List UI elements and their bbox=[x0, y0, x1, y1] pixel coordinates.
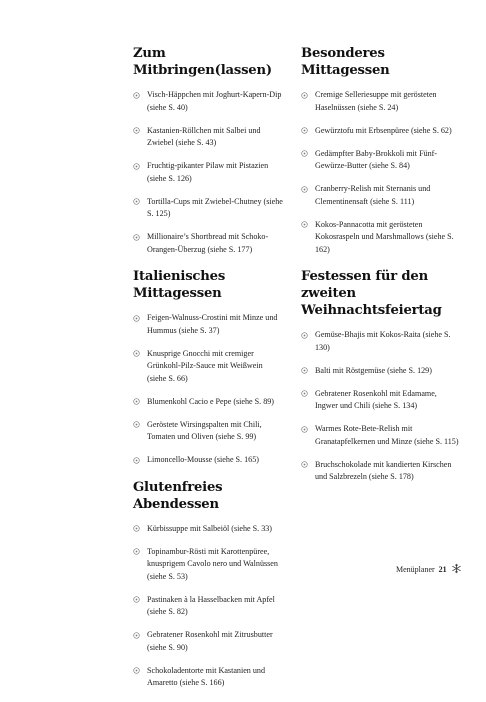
menu-item-text: Gewürztofu mit Erbsenpüree (siehe S. 62) bbox=[315, 125, 452, 135]
menu-list bbox=[133, 89, 283, 256]
section-title: Festessen für den zweiten Weihnachtsfeiertag bbox=[301, 269, 442, 318]
left-column bbox=[133, 45, 283, 702]
bullet-icon bbox=[301, 332, 308, 339]
bullet-icon bbox=[133, 315, 140, 322]
right-column bbox=[301, 45, 461, 496]
menu-item-text: Kastanien-Röllchen mit Salbei und Zwiebel (siehe S. 43) bbox=[147, 125, 261, 147]
menu-item bbox=[301, 365, 461, 378]
menu-item bbox=[133, 454, 283, 467]
menu-item-text: Kokos-Pannacotta mit gerösteten Kokosraspeln und Marshmallows (siehe S. 162) bbox=[315, 219, 454, 254]
menu-item-text: Visch-Häppchen mit Joghurt-Kapern-Dip (siehe S. 40) bbox=[147, 90, 282, 112]
bullet-icon bbox=[133, 632, 140, 639]
menu-item-text: Kürbissuppe mit Salbeiöl (siehe S. 33) bbox=[147, 523, 272, 533]
menu-item bbox=[133, 665, 283, 690]
menu-item bbox=[133, 231, 283, 256]
bullet-icon bbox=[301, 390, 308, 397]
menu-item bbox=[133, 629, 283, 654]
bullet-icon bbox=[301, 461, 308, 468]
bullet-icon bbox=[133, 92, 140, 99]
menu-list bbox=[133, 312, 283, 467]
menu-section bbox=[133, 45, 283, 256]
menu-item-text: Gemüse-Bhajis mit Kokos-Raita (siehe S. 130) bbox=[315, 330, 451, 352]
bullet-icon bbox=[301, 186, 308, 193]
page-footer bbox=[396, 563, 462, 576]
menu-item bbox=[133, 419, 283, 444]
menu-item bbox=[133, 125, 283, 150]
menu-item bbox=[133, 196, 283, 221]
bullet-icon bbox=[133, 667, 140, 674]
bullet-icon bbox=[133, 398, 140, 405]
menu-item-text: Topinambur-Rösti mit Karottenpüree, knusprigem Cavolo nero und Walnüssen (siehe S. 53) bbox=[147, 546, 278, 581]
section-title: Zum Mitbringen(lassen) bbox=[133, 46, 272, 78]
menu-section bbox=[301, 268, 461, 484]
menu-item-text: Schokoladentorte mit Kastanien und Amaretto (siehe S. 166) bbox=[147, 665, 266, 687]
menu-item-text: Warmes Rote-Bete-Relish mit Granatapfelkernen und Minze (siehe S. 115) bbox=[315, 424, 459, 446]
menu-item-text: Gebratener Rosenkohl mit Edamame, Ingwer und Chili (siehe S. 134) bbox=[315, 388, 437, 410]
bullet-icon bbox=[133, 198, 140, 205]
footer-label: Menüplaner bbox=[396, 565, 435, 574]
menu-item bbox=[301, 219, 461, 257]
menu-item-text: Gedämpfter Baby-Brokkoli mit Fünf-Gewürze-Butter (siehe S. 84) bbox=[315, 148, 438, 170]
section-title: Glutenfreies Abendessen bbox=[133, 479, 223, 512]
menu-item bbox=[133, 312, 283, 337]
menu-item bbox=[133, 523, 283, 536]
bullet-icon bbox=[301, 127, 308, 134]
menu-section bbox=[133, 268, 283, 467]
bullet-icon bbox=[301, 150, 308, 157]
menu-item bbox=[133, 546, 283, 584]
bullet-icon bbox=[133, 421, 140, 428]
menu-item bbox=[301, 329, 461, 354]
bullet-icon bbox=[133, 457, 140, 464]
page-number: 21 bbox=[438, 565, 447, 574]
menu-item bbox=[133, 396, 283, 409]
menu-item bbox=[301, 423, 461, 448]
menu-item-text: Geröstete Wirsingspalten mit Chili, Tomaten und Oliven (siehe S. 99) bbox=[147, 419, 262, 441]
menu-item-text: Limoncello-Mousse (siehe S. 165) bbox=[147, 455, 259, 464]
bullet-icon bbox=[133, 127, 140, 134]
menu-section bbox=[133, 479, 283, 690]
bullet-icon bbox=[133, 548, 140, 555]
section-title: Besonderes Mittagessen bbox=[301, 46, 390, 78]
bullet-icon bbox=[133, 163, 140, 170]
bullet-icon bbox=[301, 367, 308, 374]
menu-section bbox=[301, 45, 461, 256]
menu-item-text: Feigen-Walnuss-Crostini mit Minze und Hummus (siehe S. 37) bbox=[147, 313, 278, 335]
section-title: Italienisches Mittagessen bbox=[133, 269, 226, 301]
menu-item bbox=[301, 125, 461, 138]
menu-item bbox=[301, 388, 461, 413]
menu-item-text: Millionaire’s Shortbread mit Schoko-Orangen-Überzug (siehe S. 177) bbox=[147, 232, 269, 254]
menu-item-text: Tortilla-Cups mit Zwiebel-Chutney (siehe S. 125) bbox=[147, 196, 283, 218]
menu-item-text: Blumenkohl Cacio e Pepe (siehe S. 89) bbox=[147, 396, 275, 406]
snowflake-icon bbox=[451, 563, 462, 576]
bullet-icon bbox=[133, 525, 140, 532]
bullet-icon bbox=[133, 350, 140, 357]
menu-item-text: Cremige Selleriesuppe mit gerösteten Haselnüssen (siehe S. 24) bbox=[315, 90, 437, 112]
menu-item-text: Gebratener Rosenkohl mit Zitrusbutter (siehe S. 90) bbox=[147, 630, 273, 652]
menu-item-text: Pastinaken à la Hasselbacken mit Apfel (siehe S. 82) bbox=[147, 594, 275, 616]
bullet-icon bbox=[301, 221, 308, 228]
menu-item bbox=[133, 160, 283, 185]
menu-item-text: Fruchtig-pikanter Pilaw mit Pistazien (siehe S. 126) bbox=[147, 161, 269, 183]
menu-item-text: Bruchschokolade mit kandierten Kirschen und Salzbrezeln (siehe S. 178) bbox=[315, 459, 452, 481]
menu-item-text: Knusprige Gnocchi mit cremiger Grünkohl-Pilz-Sauce mit Weißwein (siehe S. 66) bbox=[147, 348, 263, 383]
bullet-icon bbox=[133, 234, 140, 241]
menu-item-text: Cranberry-Relish mit Sternanis und Clementinensaft (siehe S. 111) bbox=[315, 184, 431, 206]
menu-list bbox=[301, 89, 461, 256]
menu-item bbox=[301, 148, 461, 173]
bullet-icon bbox=[301, 426, 308, 433]
menu-item bbox=[133, 594, 283, 619]
menu-item bbox=[301, 183, 461, 208]
menu-item bbox=[301, 459, 461, 484]
bullet-icon bbox=[301, 92, 308, 99]
menu-item bbox=[133, 89, 283, 114]
menu-list bbox=[301, 329, 461, 484]
menu-item-text: Balti mit Röstgemüse (siehe S. 129) bbox=[315, 365, 432, 375]
menu-item bbox=[301, 89, 461, 114]
menu-list bbox=[133, 523, 283, 690]
menu-item bbox=[133, 348, 283, 386]
